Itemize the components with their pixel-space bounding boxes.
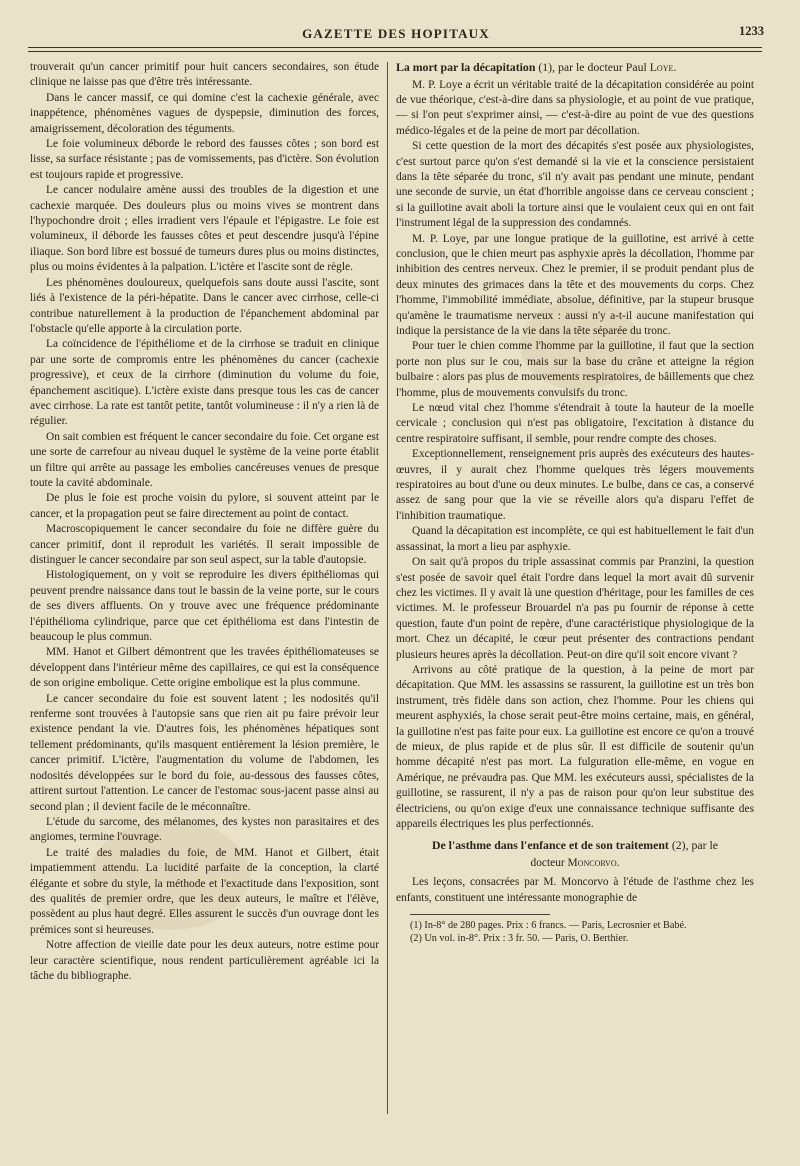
page-header — [28, 18, 764, 48]
paragraph: Le foie volumineux déborde le rebord des fausses côtes ; son bord est lisse, sa surface résistante ; pas de vomissements, pas d'ictère. Son évolution est toujours rapide et progressive. — [30, 138, 379, 181]
paragraph: Quand la décapitation est incomplète, ce qui est habituellement le fait d'un assassinat, la mort a lieu par asphyxie. — [396, 525, 754, 553]
section-heading-decapitation — [396, 60, 754, 76]
author-line — [396, 856, 754, 871]
page-number: 1233 — [739, 24, 764, 38]
paragraph: Le cancer nodulaire amène aussi des troubles de la digestion et une cachexie marquée. Des douleurs plus ou moins vives se montrent dans l'hypochondre droit ; elles irradient vers l'épaule et l'épigastre. Le foie est volumineux, il déborde les fausses côtes et peut descendre jusqu'à l'épine iliaque. Son bord libre est bossué de tumeurs dures plus ou moins distinctes, plus ou moins évidentes à la palpation. L'ictère et l'ascite sont de règle. — [30, 184, 379, 274]
footnote-rule — [410, 914, 550, 915]
section-title: La mort par la décapitation — [396, 60, 536, 74]
paragraph: On sait combien est fréquent le cancer secondaire du foie. Cet organe est une sorte de carrefour au niveau duquel le système de la veine porte établit un filtre qui arrête au passage les embolies cancéreuses venues de presque toute la cavité abdominale. — [30, 430, 379, 489]
paragraph: MM. Hanot et Gilbert démontrent que les travées épithéliomateuses se développent dans l'intérieur même des capillaires, ce qui est la conséquence de son origine embolique. Cette origine embolique est la plus commune. — [30, 646, 379, 690]
paragraph: M. P. Loye a écrit un véritable traité de la décapitation considérée au point de vue théorique, c'est-à-dire dans sa physiologie, et au point de vue pratique, — si l'on peut s'exprimer ainsi, — c'est-à-dire au point de vue des questions médico-légales et de la peine de mort par décollation. — [396, 78, 754, 137]
column-divider — [387, 62, 388, 1114]
paragraph: Le nœud vital chez l'homme s'étendrait à toute la hauteur de la moelle cervicale ; conclusion qui n'est pas obligatoire, l'excitation à distance du centre respiratoire suffisant, il semble, pour rendre compte des choses. — [396, 402, 754, 445]
right-column — [396, 60, 754, 945]
paragraph: M. P. Loye, par une longue pratique de la guillotine, est arrivé à cette conclusion, que le chien meurt pas asphyxie après la décollation, l'homme par inhibition des centres nerveux. Chez le premier, il se produit pendant plus de deux minutes des grimaces dans la tête et des mouvements du corps. Chez l'homme, l'immobilité immédiate, absolue, définitive, par la stupeur brusque qu'amène le traumatisme nerveux : aussi n'y a-t-il aucune manifestation qui indique la persistance de la vie dans la tête séparée du tronc. — [396, 232, 754, 337]
paragraph: Pour tuer le chien comme l'homme par la guillotine, il faut que la section porte non plus sur le cou, mais sur la base du crâne et atteigne la région bulbaire : alors pas plus de mouvements respiratoires, de bâillements que chez l'homme, plus de mouvements convulsifs du tronc. — [396, 340, 754, 399]
author-title: docteur — [530, 856, 565, 869]
paragraph: Arrivons au côté pratique de la question, à la peine de mort par décapitation. Que MM. les assassins se rassurent, la guillotine est un très bon instrument, très fidèle dans son action, chez l'homme. Pour les chiens qui meurent asphyxiés, la chose serait peut-être moins certaine, mais, en général, la guillotine n'est pas faite pour eux. La guillotine est encore ce qu'on a trouvé de mieux, de plus rapide et de plus sûr. Il est difficile de soutenir qu'un homme décapité n'est pas mort. La fulguration elle-même, en vogue en Amérique, ne prévaudra pas. Que MM. les exécuteurs aussi, spécialistes de la guillotine, se rassurent, il n'y a pas de raison pour qu'on leur substitue des électriciens, ou qu'on exige d'eux une connaissance technique suffisante des appareils électriques les plus perfectionnés. — [396, 663, 754, 830]
paragraph: La coïncidence de l'épithéliome et de la cirrhose se traduit en clinique par une sorte de compromis entre les phénomènes du cancer (cachexie progressive), et ceux de la cirrhore (diminution du volume du foie, épanchement ascitique). L'ictère existe dans presque tous les cas de cancer avec cirrhose. La rate est tantôt petite, tantôt volumineuse : il n'y a rien là de régulier. — [30, 338, 379, 428]
paragraph: Le cancer secondaire du foie est souvent latent ; les nodosités qu'il renferme sont trouvées à l'autopsie sans que rien ait pu faire prévoir leur existence pendant la vie. D'autres fois, les phénomènes hépatiques sont tellement prédominants, qu'ils masquent entièrement la lésion première, le cancer primitif. L'ictère, l'augmentation du volume de l'abdomen, les nodosités développées sur le bord du foie, au-dessous des fausses côtes, attirent surtout l'attention. Le cancer de l'estomac sous-jacent passe ainsi au second plan ; il devient facile de le méconnaître. — [30, 692, 379, 813]
paragraph: Le traité des maladies du foie, de MM. Hanot et Gilbert, était impatiemment attendu. La lucidité parfaite de la conception, la clarté élégante et sobre du style, la méthode et l'exactitude dans l'exposition, sont des qualités de premier ordre, que les deux auteurs, le maître et l'élève, possèdent au plus haut degré. Elles assurent le succès d'un ouvrage dont les prémices sont si heureuses. — [30, 846, 379, 936]
paragraph: L'étude du sarcome, des mélanomes, des kystes non parasitaires et des angiomes, termine l'ouvrage. — [30, 815, 379, 844]
paragraph: trouverait qu'un cancer primitif pour huit cancers secondaires, son étude clinique ne laisse pas que d'être très intéressante. — [30, 61, 379, 89]
author-prefix: , par le docteur Paul — [552, 60, 647, 74]
paragraph: Dans le cancer massif, ce qui domine c'est la cachexie générale, avec inappétence, phénomènes vagues de dyspepsie, diminution des forces, amaigrissement, décoloration des téguments. — [30, 91, 379, 135]
paragraph: Les leçons, consacrées par M. Moncorvo à l'étude de l'asthme chez les enfants, constituent une intéressante monographie de — [396, 876, 754, 904]
section-title: De l'asthme dans l'enfance et de son traitement — [431, 838, 669, 853]
paragraph: Notre affection de vieille date pour les deux auteurs, notre estime pour leur caractère scientifique, nous rendent particulièrement agréable ici la tâche du bibliographe. — [30, 939, 379, 982]
footnote: (2) Un vol. in-8°. Prix : 3 fr. 50. — Paris, O. Berthier. — [410, 933, 629, 945]
footnote: (1) In-8° de 280 pages. Prix : 6 francs. — Paris, Lecrosnier et Babé. — [410, 920, 687, 932]
left-column — [30, 60, 379, 984]
publication-title: GAZETTE DES HOPITAUX — [302, 26, 490, 41]
author-name: Loye. — [649, 60, 677, 74]
paragraph: Macroscopiquement le cancer secondaire du foie ne diffère guère du cancer primitif, dont il reproduit les variétés. Il serait impossible de distinguer le cancer secondaire par son seul aspect, sur la table d'autopsie. — [30, 523, 379, 566]
section-heading-asthme — [396, 838, 754, 854]
footnote-ref: (1) — [538, 60, 553, 74]
paragraph: Les phénomènes douloureux, quelquefois sans doute aussi l'ascite, sont liés à l'existence de la péri-hépatite. Dans le cancer avec cirrhose, celle-ci contribue naturellement à la production de l'épanchement abdominal par l'obstacle qu'elle apporte à la circulation porte. — [30, 276, 379, 335]
header-rule-thin — [28, 51, 762, 52]
paragraph: De plus le foie est proche voisin du pylore, si souvent atteint par le cancer, et la propagation peut se faire directement au point de contact. — [30, 492, 379, 520]
paragraph: Histologiquement, on y voit se reproduire les divers épithéliomas qui peuvent prendre naissance dans tout le bassin de la veine porte, sur le cours de ses divers affluents. On y trouve avec une fréquence prédominante l'épithélioma cylindrique, parce que cet épithélioma est dans l'intestin de beaucoup le plus commun. — [30, 569, 379, 644]
paragraph: Si cette question de la mort des décapités s'est posée aux physiologistes, c'est surtout parce qu'on s'est demandé si la vie et la conscience persistaient dans la tête séparée du tronc, s'il n'y avait pas pendant une minute, pendant une seconde de survie, un état d'horrible angoisse dans ce cerveau conscient ; si la guillotine avait aboli la torture ainsi que le voulaient ceux qui en ont fait l'instrument légal de la suppression des condamnés. — [396, 140, 754, 230]
paragraph: Exceptionnellement, renseignement pris auprès des exécuteurs des hautes-œuvres, il y aurait chez l'homme quelques très légers mouvements respiratoires au bout d'une ou deux minutes. Le bulbe, dans ce cas, a conservé assez de sang pour que la vie se réveille alors qu'a disparu l'effet de l'inhibition traumatique. — [396, 448, 754, 522]
author-prefix: , par le — [685, 838, 719, 853]
footnote-ref: (2) — [671, 838, 686, 853]
author-name: Moncorvo. — [567, 856, 620, 869]
header-rule — [28, 47, 762, 48]
paragraph: On sait qu'à propos du triple assassinat commis par Pranzini, la question s'est posée de savoir quel était l'ordre dans lequel la mort avait dû survenir chez les victimes. Il y avait là une question d'héritage, pour les familles de ces victimes. M. le professeur Brouardel n'a pas pu fournir de réponse à cette question, faute d'un point de repère, d'une caractéristique physiologique de la mort. Chez un décapité, le cœur peut présenter des contractions pendant plusieurs heures après la décollation. Peut-on dire qu'il soit encore vivant ? — [396, 556, 754, 661]
